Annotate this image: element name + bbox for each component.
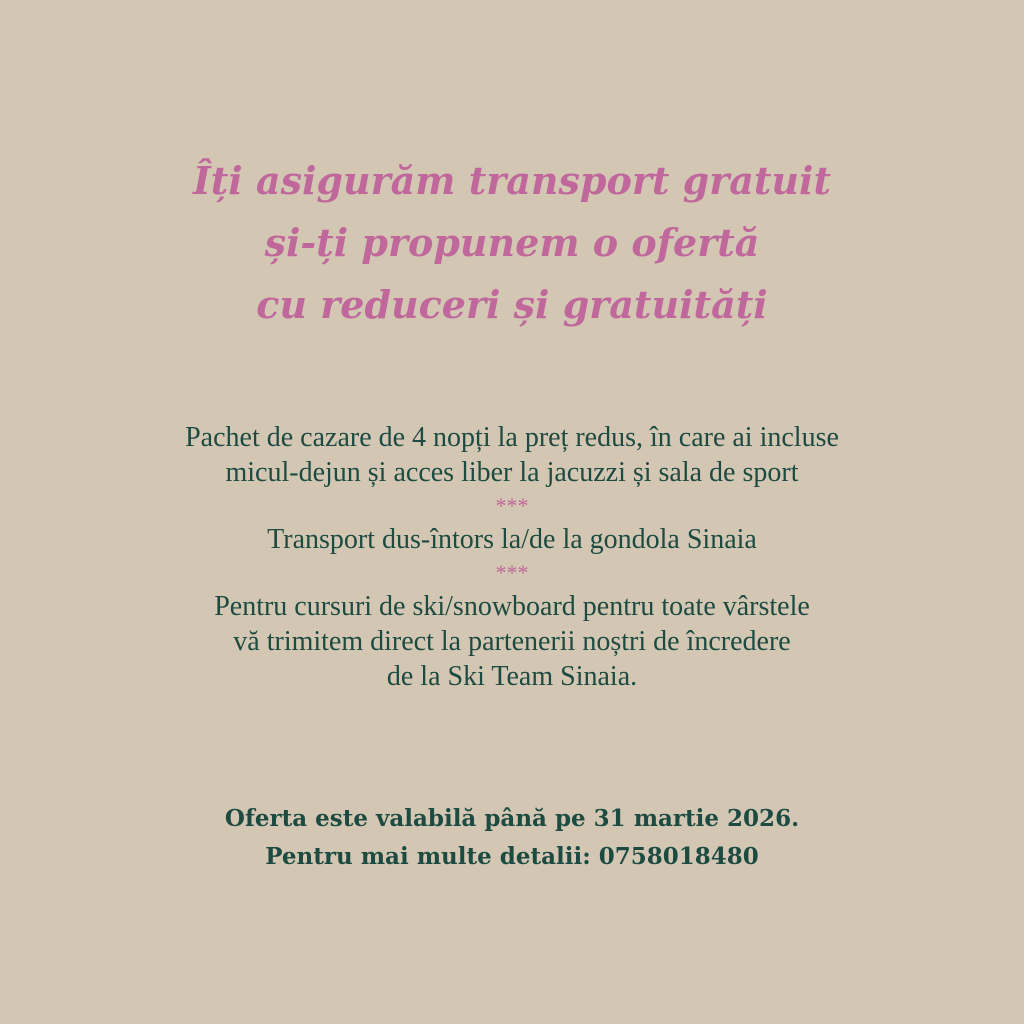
offer-footer	[0, 800, 1024, 876]
headline-line-1: Îți asigurăm transport gratuit	[192, 158, 832, 203]
ski-line-2: vă trimitem direct la partenerii noștri de încredere	[233, 626, 791, 657]
ski-line-3: de la Ski Team Sinaia.	[386, 661, 638, 692]
transport-line: Transport dus-întors la/de la gondola Sinaia	[267, 524, 757, 555]
headline-line-2: și-ți propunem o ofertă	[264, 220, 760, 265]
ski-line-1: Pentru cursuri de ski/snowboard pentru toate vârstele	[214, 591, 810, 622]
separator-1: ***	[495, 493, 529, 518]
package-line-1: Pachet de cazare de 4 nopți la preț redus, în care ai incluse	[185, 422, 839, 453]
offer-details	[0, 420, 1024, 694]
separator-2: ***	[495, 560, 529, 585]
validity-text: Oferta este valabilă până pe 31 martie 2026.	[224, 805, 800, 832]
headline	[0, 150, 1024, 336]
contact-text: Pentru mai multe detalii: 0758018480	[265, 843, 759, 870]
package-line-2: micul-dejun și acces liber la jacuzzi și sala de sport	[225, 457, 799, 488]
headline-line-3: cu reduceri și gratuități	[256, 282, 768, 327]
